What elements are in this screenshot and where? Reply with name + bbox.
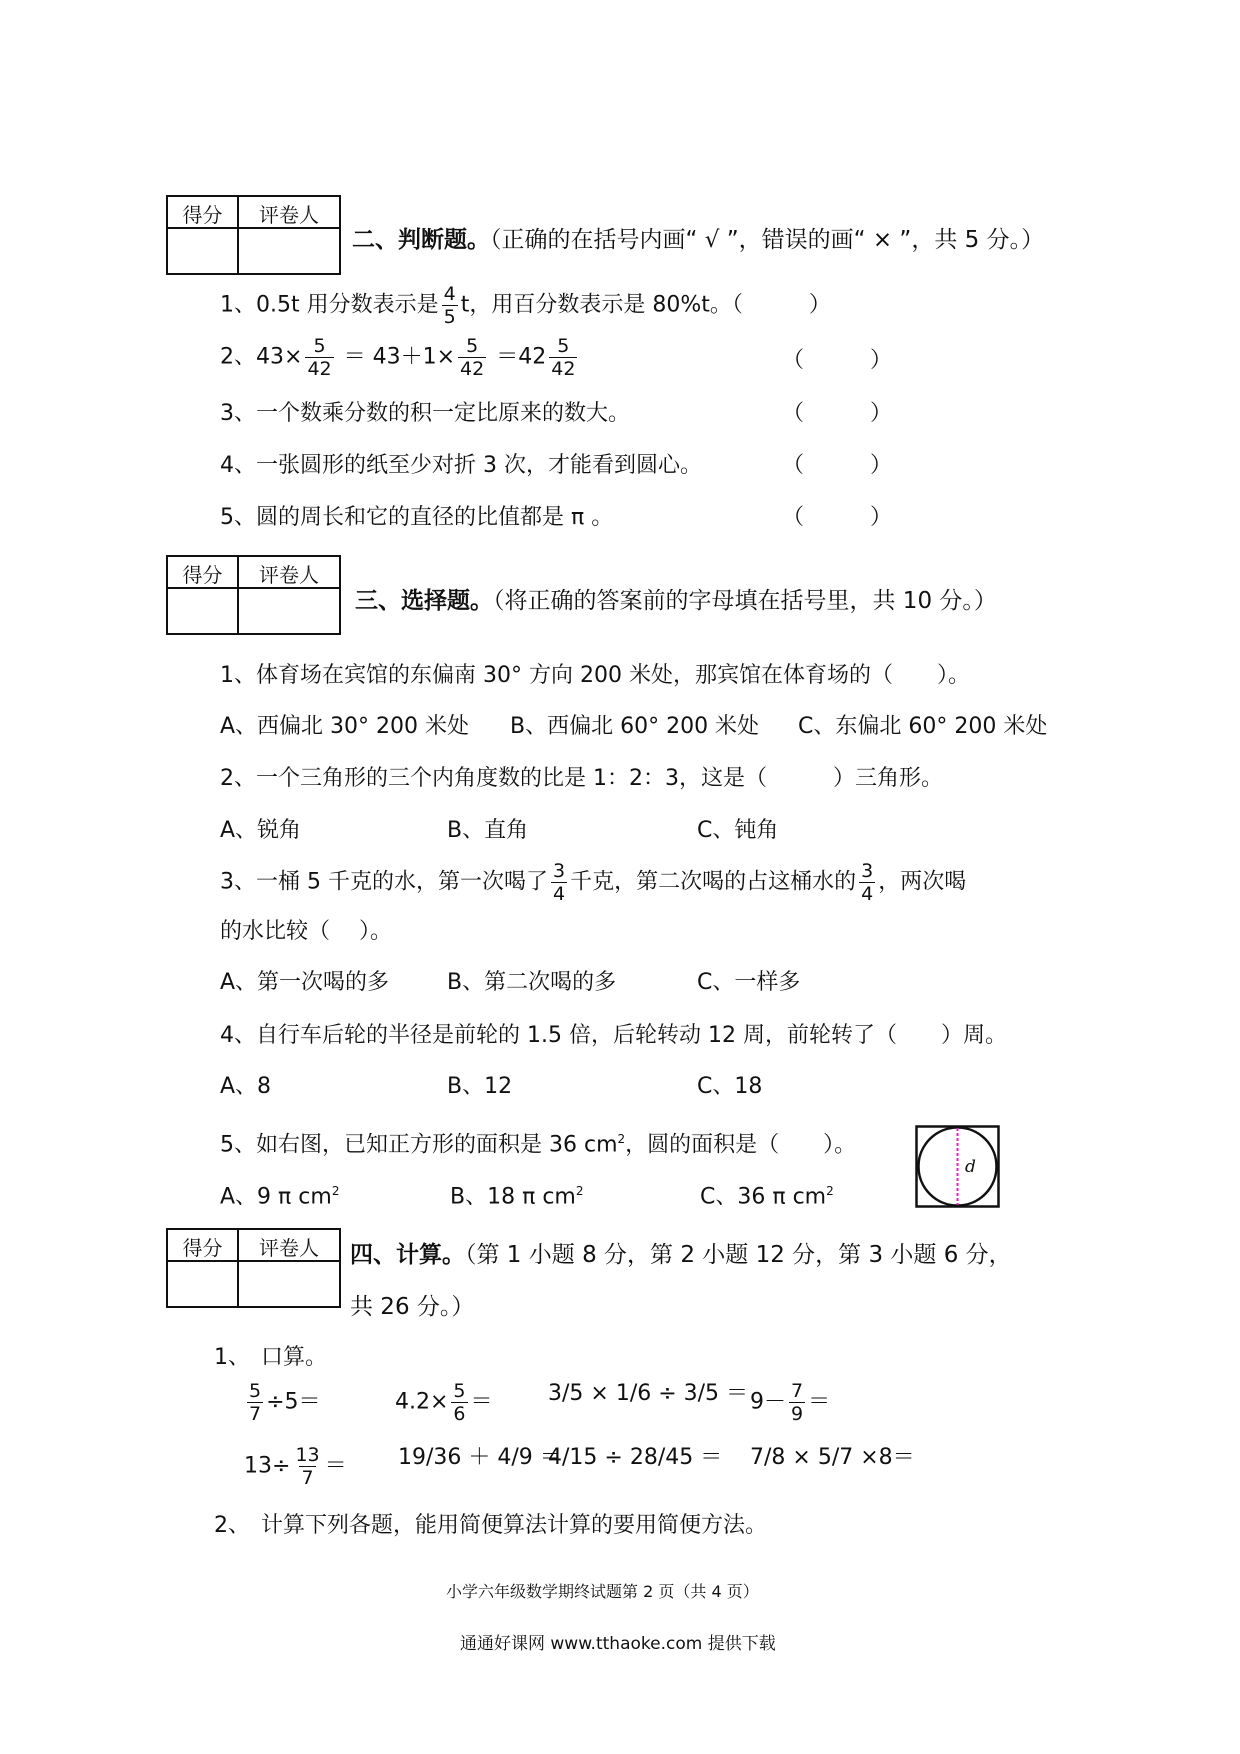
answer-paren[interactable]: （ ） [782,401,893,426]
superscript: 2 [331,1184,340,1198]
fraction-numerator: 5 [453,1380,466,1402]
superscript: 2 [575,1184,584,1198]
q-text: 3、一桶 5 千克的水，第一次喝了 [220,869,548,895]
section-3-note: （将正确的答案前的字母填在括号里，共 10 分。） [493,588,997,614]
option-text: B、18 π cm [450,1184,576,1210]
square-circle-figure [915,1125,1003,1211]
calc-text: 4.2× [395,1389,449,1415]
score-box-section-2 [166,195,341,275]
choice-option-c[interactable]: C、一样多 [697,970,801,995]
fraction-numerator: 5 [466,335,479,357]
fraction-numerator: 5 [313,335,326,357]
q-text: ＝ 43＋1× [343,344,456,370]
fraction [789,1380,805,1425]
section-4-title: 四、计算。 [350,1242,465,1268]
choice-option-b[interactable]: B、西偏北 60° 200 米处 [510,714,760,739]
fraction [549,335,577,380]
site-watermark: 通通好课网 www.tthaoke.com 提供下载 [460,1634,776,1654]
diameter-label: d [965,1157,976,1177]
choice-option-c[interactable]: C、18 [697,1074,763,1099]
choice-question-3 [220,860,966,905]
score-label: 得分 [182,563,223,587]
fraction [293,1444,321,1489]
calc-item: 4/15 ÷ 28/45 ＝ [548,1445,723,1470]
calc-item: 19/36 ＋ 4/9 ＝ [398,1445,562,1470]
choice-option-a[interactable]: A、8 [220,1074,272,1099]
calc-item: 7/8 × 5/7 ×8＝ [750,1445,915,1470]
fraction-numerator: 5 [557,335,570,357]
section-2-note: （正确的在括号内画“ √ ”，错误的画“ × ”，共 5 分。） [490,227,1045,253]
fraction-numerator: 7 [791,1380,804,1402]
section-4-note-line-2: 共 26 分。） [350,1294,475,1320]
q-text: ＝42 [496,344,547,370]
choice-option-a[interactable]: A、锐角 [220,818,302,843]
calc-text: ＝ [808,1389,831,1415]
q-text: ，圆的面积是（ ）。 [625,1132,857,1158]
calc-item [395,1380,493,1425]
simplify-calc-heading: 2、 计算下列各题，能用简便算法计算的要用简便方法。 [214,1513,767,1538]
section-2-heading [352,225,1044,255]
fraction-denominator: 6 [453,1403,466,1425]
section-3-heading [355,586,997,616]
score-label: 得分 [182,203,223,227]
fraction-numerator: 3 [552,860,566,882]
judge-question-2 [220,335,580,380]
judge-question-4: 4、一张圆形的纸至少对折 3 次，才能看到圆心。 [220,453,702,478]
section-4-heading [350,1240,1012,1270]
calc-text: ÷5＝ [266,1389,321,1415]
fraction-numerator: 13 [295,1444,320,1466]
choice-question-2: 2、一个三角形的三个内角度数的比是 1：2：3，这是（ ）三角形。 [220,766,943,791]
score-label: 得分 [182,1236,223,1260]
fraction [859,860,875,905]
option-text: C、36 π cm [700,1184,827,1210]
fraction-denominator: 4 [861,883,874,905]
q-text: 千克，第二次喝的占这桶水的 [570,869,857,895]
oral-calc-heading: 1、 口算。 [214,1345,327,1370]
choice-question-1: 1、体育场在宾馆的东偏南 30° 方向 200 米处，那宾馆在体育场的（ ）。 [220,663,970,688]
section-4-note: （第 1 小题 8 分，第 2 小题 12 分，第 3 小题 6 分， [465,1242,1012,1268]
fraction [451,1380,467,1425]
choice-option-c[interactable]: C、东偏北 60° 200 米处 [798,714,1048,739]
judge-question-1 [220,283,831,328]
option-text: A、9 π cm [220,1184,332,1210]
choice-option-b[interactable]: B、12 [447,1074,513,1099]
calc-text: 9－ [750,1389,786,1415]
fraction-numerator: 4 [443,283,456,305]
score-box-section-4 [166,1228,341,1308]
fraction [247,1380,263,1425]
score-box-section-3 [166,555,341,635]
fraction-denominator: 42 [460,358,485,380]
fraction [458,335,486,380]
calc-text: 13÷ [244,1453,291,1479]
grader-label: 评卷人 [259,203,319,227]
choice-question-3-line-2: 的水比较（ ）。 [220,919,392,944]
choice-option-a[interactable]: A、第一次喝的多 [220,970,390,995]
choice-option-c[interactable]: C、钝角 [697,818,779,843]
answer-paren[interactable]: （ ） [782,453,893,478]
choice-option-a[interactable]: A、西偏北 30° 200 米处 [220,714,470,739]
calc-item [750,1380,830,1425]
calc-item [244,1444,347,1489]
fraction-denominator: 7 [249,1403,262,1425]
calc-item: 3/5 × 1/6 ÷ 3/5 ＝ [548,1381,749,1406]
fraction-denominator: 5 [443,306,456,328]
superscript: 2 [617,1132,626,1146]
q-text: 1、0.5t 用分数表示是 [220,292,439,318]
judge-question-3: 3、一个数乘分数的积一定比原来的数大。 [220,401,630,426]
q-text: t，用百分数表示是 80%t。（ [460,292,743,318]
fraction-numerator: 5 [249,1380,262,1402]
choice-option-b[interactable]: B、直角 [447,818,529,843]
choice-question-4: 4、自行车后轮的半径是前轮的 1.5 倍，后轮转动 12 周，前轮转了（ ）周。 [220,1023,1007,1048]
choice-option-a[interactable] [220,1177,339,1211]
page-footer: 小学六年级数学期终试题第 2 页（共 4 页） [446,1582,759,1601]
q-text: 5、如右图，已知正方形的面积是 36 cm [220,1132,618,1158]
superscript: 2 [826,1184,834,1198]
grader-label: 评卷人 [259,563,319,587]
section-3-title: 三、选择题。 [355,588,493,614]
answer-paren[interactable]: （ ） [782,348,893,373]
fraction [442,283,458,328]
q-text: 2、43× [220,344,303,370]
fraction-denominator: 7 [301,1467,314,1489]
choice-option-c[interactable] [700,1177,834,1211]
calc-text: ＝ [324,1453,347,1479]
grader-label: 评卷人 [259,1236,319,1260]
section-2-title: 二、判断题。 [352,227,490,253]
fraction-denominator: 42 [307,358,332,380]
choice-option-b[interactable] [450,1177,584,1211]
choice-option-b[interactable]: B、第二次喝的多 [447,970,617,995]
answer-paren[interactable]: （ ） [782,505,893,530]
answer-paren-close[interactable]: ） [808,292,831,318]
fraction-denominator: 42 [551,358,576,380]
choice-question-5 [220,1125,856,1159]
calc-item [244,1380,321,1425]
judge-question-5: 5、圆的周长和它的直径的比值都是 π 。 [220,505,614,530]
fraction [551,860,567,905]
calc-text: ＝ [470,1389,493,1415]
fraction [305,335,333,380]
fraction-denominator: 9 [791,1403,804,1425]
q-text: ，两次喝 [878,869,967,895]
fraction-denominator: 4 [552,883,566,905]
fraction-numerator: 3 [861,860,874,882]
